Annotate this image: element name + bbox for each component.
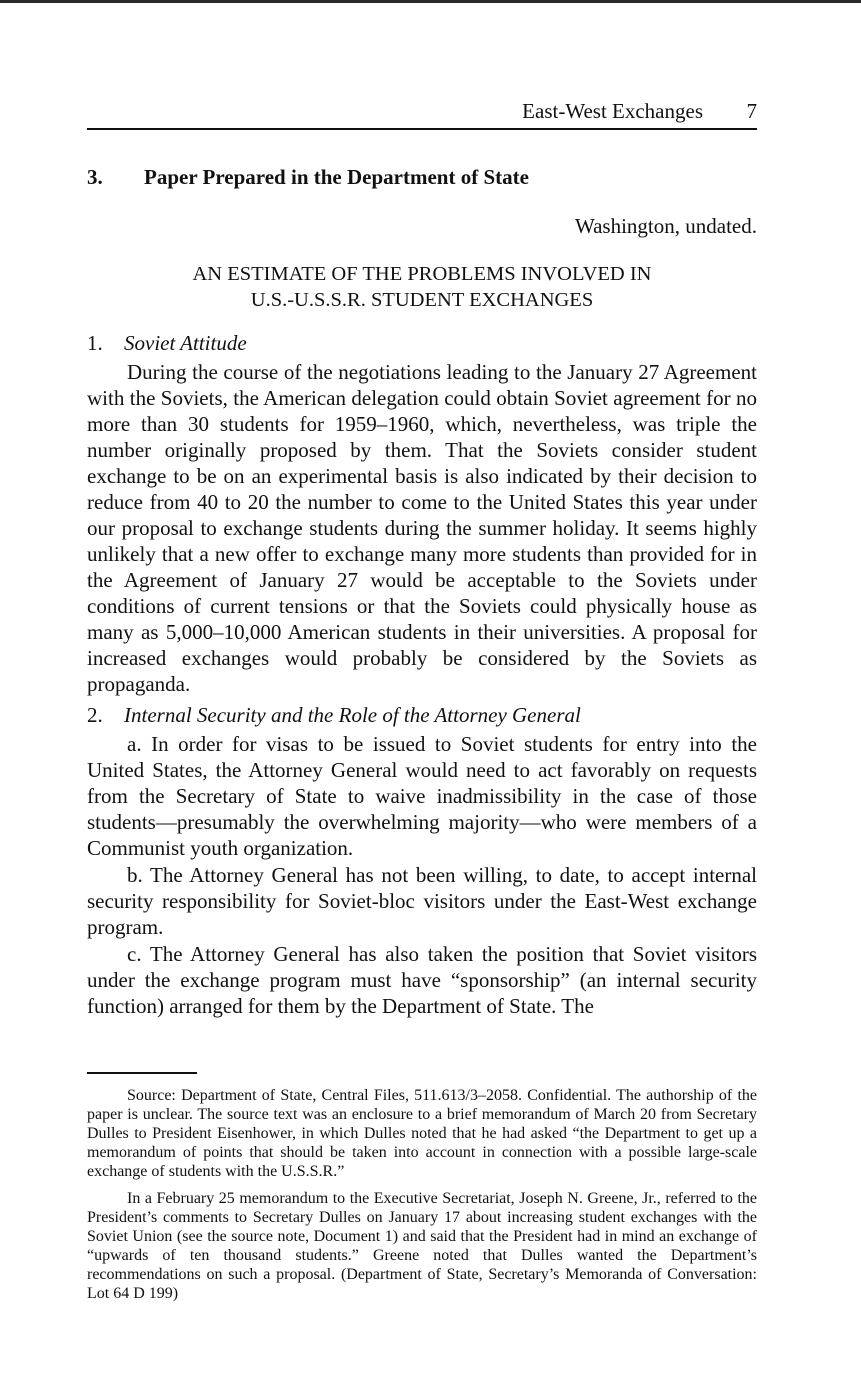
running-head	[87, 97, 757, 125]
paragraph: b. The Attorney General has not been willing, to date, to accept internal security responsibility for Soviet-bloc visitors under the East-West exchange program.	[87, 863, 757, 939]
footnotes	[87, 1086, 757, 1303]
section-heading	[87, 702, 757, 728]
body-text	[87, 330, 757, 1019]
paper-title-line: U.S.-U.S.S.R. STUDENT EXCHANGES	[250, 289, 594, 311]
section-title: Internal Security and the Role of the Attorney General	[124, 703, 581, 727]
paragraph: c. The Attorney General has also taken the position that Soviet visitors under the exchange program must have “sponsorship” (an internal security function) arranged for them by the Department of State. The	[87, 942, 757, 1018]
dateline: Washington, undated.	[574, 214, 757, 238]
paper-title-line: AN ESTIMATE OF THE PROBLEMS INVOLVED IN	[192, 263, 652, 285]
section-number: 1.	[87, 331, 103, 355]
header-rule	[87, 128, 757, 130]
paper-title	[87, 261, 757, 313]
document-number: 3.	[87, 165, 103, 189]
page-number: 7	[746, 99, 757, 123]
running-head-title: East-West Exchanges	[522, 99, 703, 123]
paragraph: a. In order for visas to be issued to Soviet students for entry into the United States, the Attorney General would need to act favorably on requests from the Secretary of State to waive inadmissibility in the case of those students—presumably the overwhelming majority—who were members of a Communist youth organization.	[87, 732, 757, 860]
scan-top-edge	[0, 0, 861, 3]
section-title: Soviet Attitude	[124, 331, 247, 355]
paragraph: During the course of the negotiations leading to the January 27 Agreement with the Soviets, the American delegation could obtain Soviet agreement for no more than 30 students for 1959–1960, which, nevertheless, was triple the number originally proposed by them. That the Soviets consider student exchange to be on an experimental basis is also indicated by their decision to reduce from 40 to 20 the number to come to the United States this year under our proposal to exchange students during the summer holiday. It seems highly unlikely that a new offer to exchange many more students than provided for in the Agreement of January 27 would be acceptable to the Soviets under conditions of current tensions or that the Soviets could physically house as many as 5,000–10,000 American students in their universities. A proposal for increased exchanges would probably be considered by the Soviets as propaganda.	[87, 360, 757, 696]
document-title: Paper Prepared in the Department of State	[144, 165, 529, 189]
footnote: Source: Department of State, Central Files, 511.613/3–2058. Confidential. The authorship of the paper is unclear. The source text was an enclosure to a brief memorandum of March 20 from Secretary Dulles to President Eisenhower, in which Dulles noted that he had asked “the Department to get up a memorandum of points that should be taken into account in connection with a possible large-scale exchange of students with the U.S.S.R.”	[87, 1087, 757, 1180]
footnote-rule	[87, 1072, 197, 1074]
section-number: 2.	[87, 703, 103, 727]
document-heading	[87, 163, 757, 191]
section-heading	[87, 330, 757, 356]
footnote: In a February 25 memorandum to the Executive Secretariat, Joseph N. Greene, Jr., referred to the President’s comments to Secretary Dulles on January 17 about increasing student exchanges with the Soviet Union (see the source note, Document 1) and said that the President had in mind an exchange of “upwards of ten thousand students.” Greene noted that Dulles wanted the Department’s recommendations on such a proposal. (Department of State, Secretary’s Memoranda of Conversation: Lot 64 D 199)	[87, 1190, 757, 1302]
